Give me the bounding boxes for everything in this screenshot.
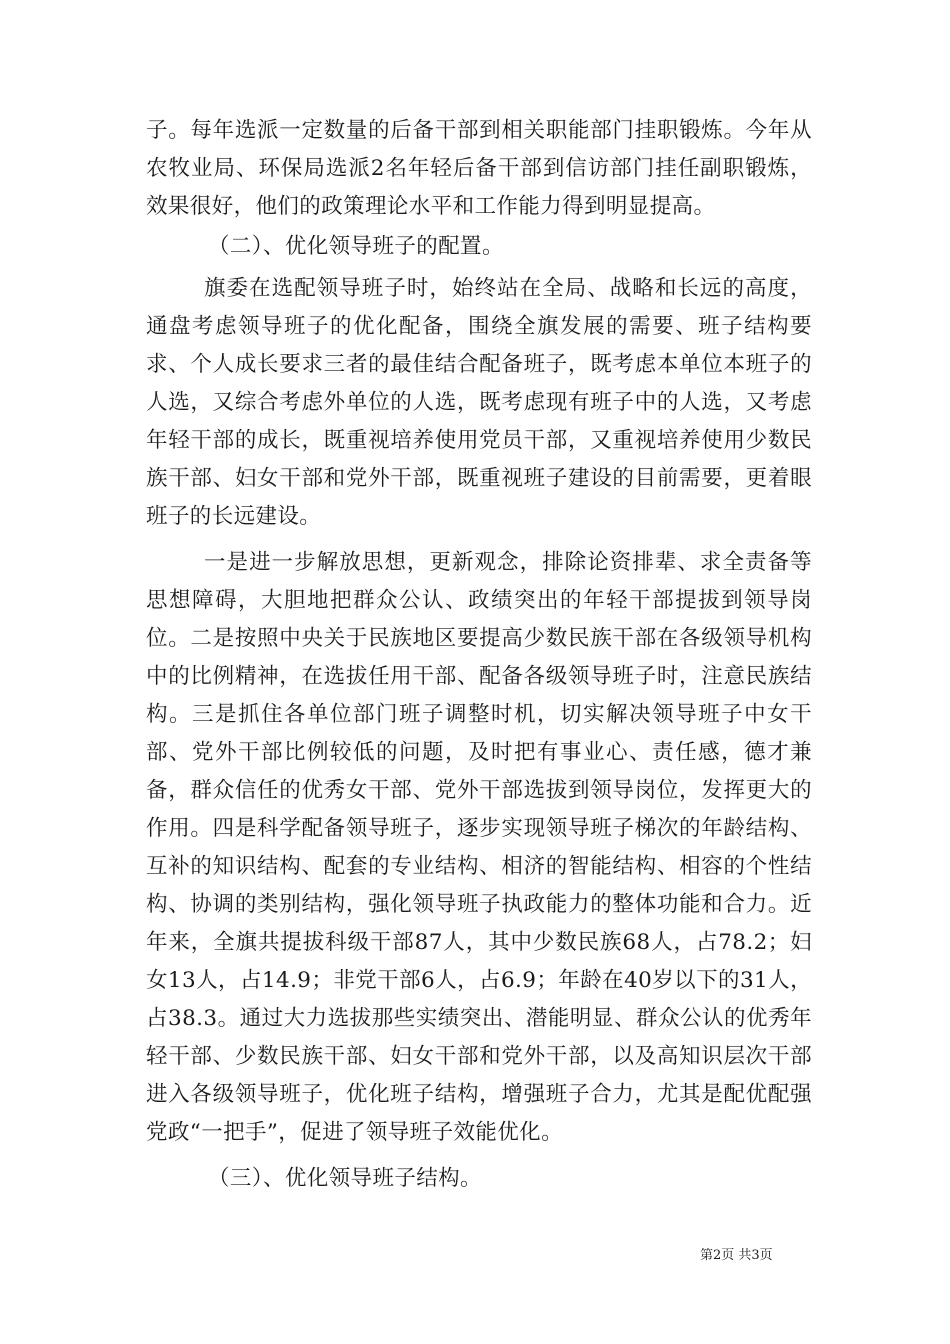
paragraph-continuation: 子。每年选派一定数量的后备干部到相关职能部门挂职锻炼。今年从农牧业局、环保局选派2名年轻后备干部到信访部门挂任副职锻炼，效果很好，他们的政策理论水平和工作能力得到明显提高。	[146, 118, 812, 219]
paragraph-measures: 一是进一步解放思想，更新观念，排除论资排辈、求全责备等思想障碍，大胆地把群众公认、政绩突出的年轻干部提拔到领导岗位。二是按照中央关于民族地区要提高少数民族干部在各级领导机构中的比例精神，在选拔任用干部、配备各级领导班子时，注意民族结构。三是抓住各单位部门班子调整时机，切实解决领导班子中女干部、党外干部比例较低的问题，及时把有事业心、责任感，德才兼备，群众信任的优秀女干部、党外干部选拔到领导岗位，发挥更大的作用。四是科学配备领导班子，逐步实现领导班子梯次的年龄结构、互补的知识结构、配套的专业结构、相济的智能结构、相容的个性结构、协调的类别结构，强化领导班子执政能力的整体功能和合力。近年来，全旗共提拔科级干部87人，其中少数民族68人，占78.2；妇女13人，占14.9；非党干部6人，占6.9；年龄在40岁以下的31人，占38.3。通过大力选拔那些实绩突出、潜能明显、群众公认的优秀年轻干部、少数民族干部、妇女干部和党外干部，以及高知识层次干部进入各级领导班子，优化班子结构，增强班子合力，尤其是配优配强党政“一把手”，促进了领导班子效能优化。	[146, 550, 812, 1145]
section-heading-3: （三）、优化领导班子结构。	[208, 1166, 482, 1191]
page-number: 第2页 共3页	[700, 1248, 773, 1263]
document-body	[146, 112, 812, 1202]
section-heading-2: （二）、优化领导班子的配置。	[208, 234, 504, 259]
paragraph-selection-principles: 旗委在选配领导班子时，始终站在全局、战略和长远的高度，通盘考虑领导班子的优化配备，围绕全旗发展的需要、班子结构要求、个人成长要求三者的最佳结合配备班子，既考虑本单位本班子的人选，又综合考虑外单位的人选，既考虑现有班子中的人选，又考虑年轻干部的成长，既重视培养使用党员干部，又重视培养使用少数民族干部、妇女干部和党外干部，既重视班子建设的目前需要，更着眼班子的长远建设。	[146, 276, 812, 529]
